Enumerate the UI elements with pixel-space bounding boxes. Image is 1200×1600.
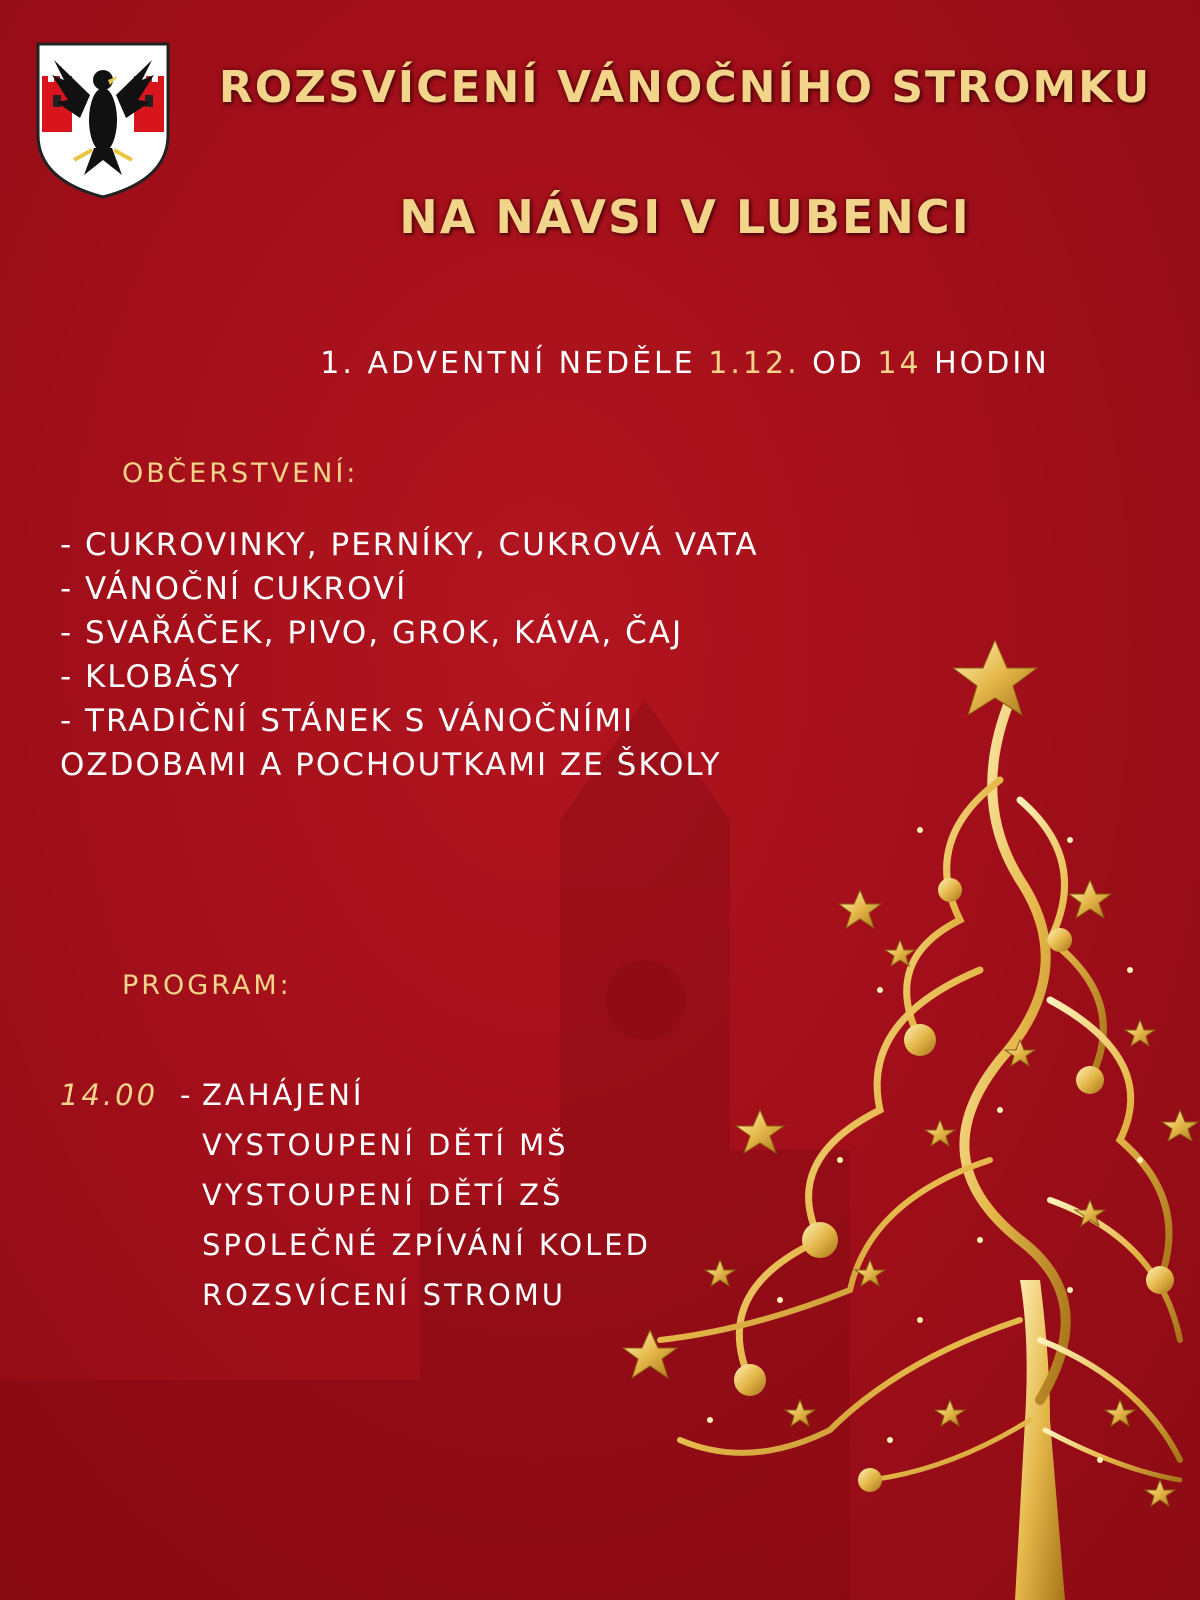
time-value: 14 [877, 346, 922, 381]
christmas-tree-icon [620, 640, 1200, 1600]
crest-icon [34, 40, 172, 200]
list-item: - VÁNOČNÍ CUKROVÍ [60, 571, 408, 607]
program-row [60, 1270, 651, 1320]
refreshments-heading: OBČERSTVENÍ: [122, 458, 359, 489]
program-row [60, 1120, 651, 1170]
program-item: ROZSVÍCENÍ STROMU [202, 1278, 567, 1312]
program-dash: - [180, 1078, 194, 1112]
list-item: OZDOBAMI A POCHOUTKAMI ZE ŠKOLY [60, 747, 722, 783]
list-item: - SVAŘÁČEK, PIVO, GROK, KÁVA, ČAJ [60, 615, 684, 651]
program-row [60, 1070, 651, 1120]
program-row [60, 1170, 651, 1220]
hours-text: HODIN [921, 346, 1050, 381]
list-item: - KLOBÁSY [60, 659, 242, 695]
list-item: - TRADIČNÍ STÁNEK S VÁNOČNÍMI [60, 703, 635, 739]
date-text: 1. ADVENTNÍ NEDĚLE [320, 346, 709, 381]
date-value: 1.12. [708, 346, 800, 381]
event-date-line [205, 346, 1165, 381]
program-item: SPOLEČNÉ ZPÍVÁNÍ KOLED [202, 1228, 651, 1262]
title-line-2: NA NÁVSI V LUBENCI [399, 190, 971, 244]
program-item: VYSTOUPENÍ DĚTÍ ZŠ [202, 1178, 564, 1212]
from-text: OD [799, 346, 878, 381]
program-heading: PROGRAM: [122, 970, 292, 1001]
program-time: 14.00 [60, 1078, 159, 1112]
title-line-1: ROZSVÍCENÍ VÁNOČNÍHO STROMKU [218, 62, 1152, 113]
program-row [60, 1220, 651, 1270]
program-item: VYSTOUPENÍ DĚTÍ MŠ [202, 1128, 569, 1162]
program-schedule [60, 1070, 651, 1320]
program-item: ZAHÁJENÍ [202, 1078, 365, 1112]
list-item: - CUKROVINKY, PERNÍKY, CUKROVÁ VATA [60, 527, 759, 563]
